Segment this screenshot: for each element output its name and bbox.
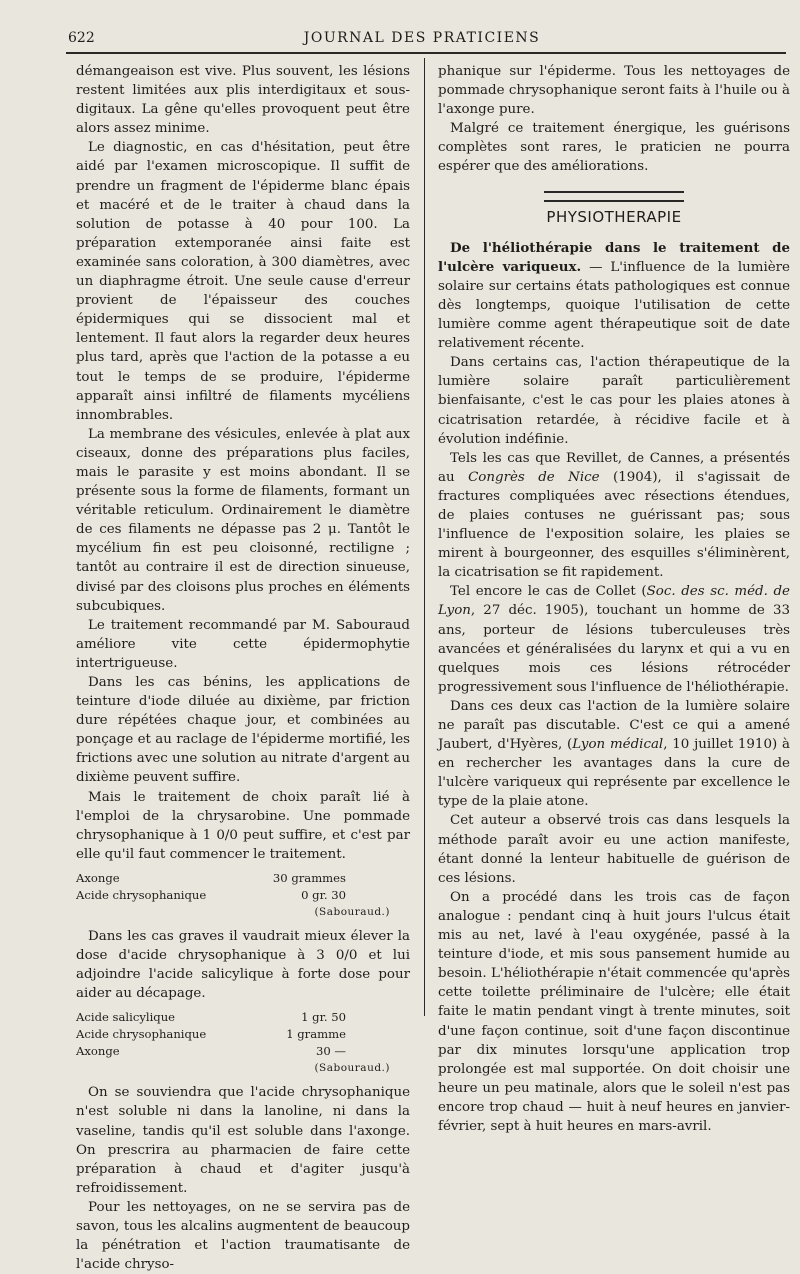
paragraph: On a procédé dans les trois cas de façon analogue : pendant cinq à huit jours l'ulcus était mis au net, lavé à l'eau oxygénée, passé à la teinture d'iode, et mis sous pansement humide au besoin. L'héliothérapie n'était commencée qu'après cette toilette préliminaire de l'ulcère; elle était faite le matin pendant vingt à trente minutes, soit d'une façon continue, soit d'une façon discontinue par dix minutes lorsqu'une application trop prolongée est mal supportée. On doit choisir une heure un peu matinale, alors que le soleil n'est pas encore trop chaud — huit à neuf heures en janvier-février, sept à huit heures en mars-avril. [438, 889, 790, 1134]
ingredient-quantity: 30 — [315, 1044, 346, 1059]
paragraph: La membrane des vésicules, enlevée à plat aux ciseaux, donne des préparations plus faciles, mais le parasite y est moins abondant. Il se présente sous la forme de filaments, formant un véritable reticulum. Ordinairement le diamètre de ces filaments ne dépasse pas 2 μ. Tantôt le mycélium fin est peu cloisonné, rectiligne ; tantôt au contraire il est de direction sinueuse, divisé par des cloisons plus proches en éléments subcubiques. [76, 426, 410, 614]
section-ornament [544, 191, 684, 202]
formula-row [76, 870, 410, 887]
ingredient-quantity: 1 gr. 50 [301, 1010, 346, 1025]
citation-title: Soc. des sc. méd. de Lyon [438, 584, 790, 619]
paragraph: démangeaison est vive. Plus souvent, les lésions restent limitées aux plis interdigitaux et sous-digitaux. La gêne qu'elles provoquent peut être alors assez minime. [76, 64, 410, 137]
header-rule [66, 52, 786, 54]
ingredient-name: Axonge [76, 870, 120, 885]
paragraph: Cet auteur a observé trois cas dans lesquels la méthode paraît avoir eu une action manifeste, étant donné la lenteur habituelle de guérison de ces lésions. [438, 813, 790, 886]
ingredient-quantity: 30 grammes [272, 870, 346, 885]
paragraph-text: Dans ces deux cas l'action de la lumière solaire ne paraît pas discutable. C'est ce qui a amené Jaubert, d'Hyères, ( [438, 698, 790, 753]
paragraph-text: (1904), il s'agissait de fractures compliquées avec résections étendues, de plaies contuses ne guérissant pas; sous l'influence de l'exposition solaire, les plaies se mirent à bourgeonner, des esquilles s'éliminèrent, la cicatrisation se fit rapidement. [438, 469, 790, 581]
citation-title: Lyon médical [572, 737, 664, 753]
formula-source: (Sabouraud.) [314, 1062, 390, 1075]
paragraph: Dans certains cas, l'action thérapeutique de la lumière solaire paraît particulièrement bienfaisante, c'est le cas pour les plaies atones à cicatrisation retardée, à récidive facile et à évolution indéfinie. [438, 355, 790, 447]
column-divider [424, 58, 425, 1016]
paragraph [438, 697, 790, 812]
left-column [76, 62, 410, 1274]
paragraph: Mais le traitement de choix paraît lié à l'emploi de la chrysarobine. Une pommade chrysophanique à 1 0/0 peut suffire, et c'est par elle qu'il faut commencer le traitement. [76, 789, 410, 862]
ingredient-name: Acide salicylique [76, 1010, 176, 1025]
ingredient-name: Acide chrysophanique [76, 887, 207, 902]
paragraph [438, 582, 790, 697]
paragraph: Le diagnostic, en cas d'hésitation, peut être aidé par l'examen microscopique. Il suffit de prendre un fragment de l'épiderme blanc épais et macéré et de le traiter à chaud dans la solution de potasse à 40 pour 100. La préparation extemporanée ainsi faite est examinée sans coloration, à 300 diamètres, avec un diaphragme étroit. Une seule cause d'erreur provient de l'épaisseur des couches épidermiques qui se dissocient mal et lentement. Il faut alors la regarder deux heures plus tard, après que l'action de la potasse a eu tout le temps de se produire, l'épiderme apparaît ainsi infiltré de filaments mycéliens innombrables. [76, 140, 410, 423]
article-heading: De l'héliothérapie dans le traitement de l'ulcère variqueux. [438, 239, 790, 275]
paragraph-text: — L'influence de la lumière solaire sur certains états pathologiques est connue dès longtemps, quoique l'utilisation de cette lumière comme agent thérapeutique soit de date relativement récente. [438, 259, 790, 352]
prescription-formula [76, 1009, 410, 1077]
ingredient-quantity: 1 gramme [286, 1027, 346, 1042]
paragraph: Pour les nettoyages, on ne se servira pas de savon, tous les alcalins augmentent de beaucoup la pénétration et l'action traumatisante de l'acide chryso- [76, 1199, 410, 1273]
paragraph-text: Tels les cas que Revillet, de Cannes, a présentés au [438, 450, 790, 485]
section-title: PHYSIOTHERAPIE [546, 207, 682, 226]
formula-row [76, 1009, 410, 1026]
paragraph: Dans les cas graves il vaudrait mieux élever la dose d'acide chrysophanique à 3 0/0 et lui adjoindre l'acide salicylique à forte dose pour aider au décapage. [76, 928, 410, 1002]
ingredient-name: Acide chrysophanique [76, 1027, 207, 1042]
ingredient-name: Axonge [76, 1044, 120, 1059]
formula-source: (Sabouraud.) [314, 905, 390, 918]
paragraph-text: Tel encore le cas de Collet ( [450, 584, 647, 600]
paragraph-text: , 27 déc. 1905), touchant un homme de 33 ans, porteur de lésions tuberculeuses très avancées et généralisées du larynx et qui a vu en quelques mois ces lésions rétrocéder progressivement sous l'influence de l'héliothérapie. [438, 603, 790, 695]
paragraph: Malgré ce traitement énergique, les guérisons complètes sont rares, le praticien ne pourra espérer que des améliorations. [438, 121, 790, 175]
formula-row [76, 887, 410, 904]
paragraph: Dans les cas bénins, les applications de teinture d'iode diluée au dixième, par friction dure répétées chaque jour, et combinées au ponçage et au raclage de l'épiderme mortifié, les frictions avec une solution au nitrate d'argent au dixième peuvent suffire. [76, 675, 410, 786]
paragraph: phanique sur l'épiderme. Tous les nettoyages de pommade chrysophanique seront faits à l'huile ou à l'axonge pure. [438, 64, 790, 118]
paragraph: Le traitement recommandé par M. Sabouraud améliore vite cette épidermophytie intertrigueuse. [76, 617, 410, 671]
paragraph [438, 239, 790, 354]
journal-title: JOURNAL DES PRATICIENS [303, 30, 541, 46]
paragraph-text: , 10 juillet 1910) à en rechercher les avantages dans la cure de l'ulcère variqueux qui représente par excellence le type de la plaie atone. [438, 737, 790, 810]
citation-title: Congrès de Nice [468, 469, 600, 485]
formula-row [76, 1043, 410, 1060]
right-column [438, 62, 790, 1136]
ingredient-quantity: 0 gr. 30 [301, 887, 346, 902]
page-header [68, 28, 776, 48]
paragraph: On se souviendra que l'acide chrysophanique n'est soluble ni dans la lanoline, ni dans la vaseline, tandis qu'il est soluble dans l'axonge. On prescrira au pharmacien de faire cette préparation à chaud et d'agiter jusqu'à refroidissement. [76, 1085, 410, 1196]
formula-row [76, 1026, 410, 1043]
prescription-formula [76, 870, 410, 921]
page-number: 622 [68, 30, 95, 46]
paragraph [438, 449, 790, 583]
